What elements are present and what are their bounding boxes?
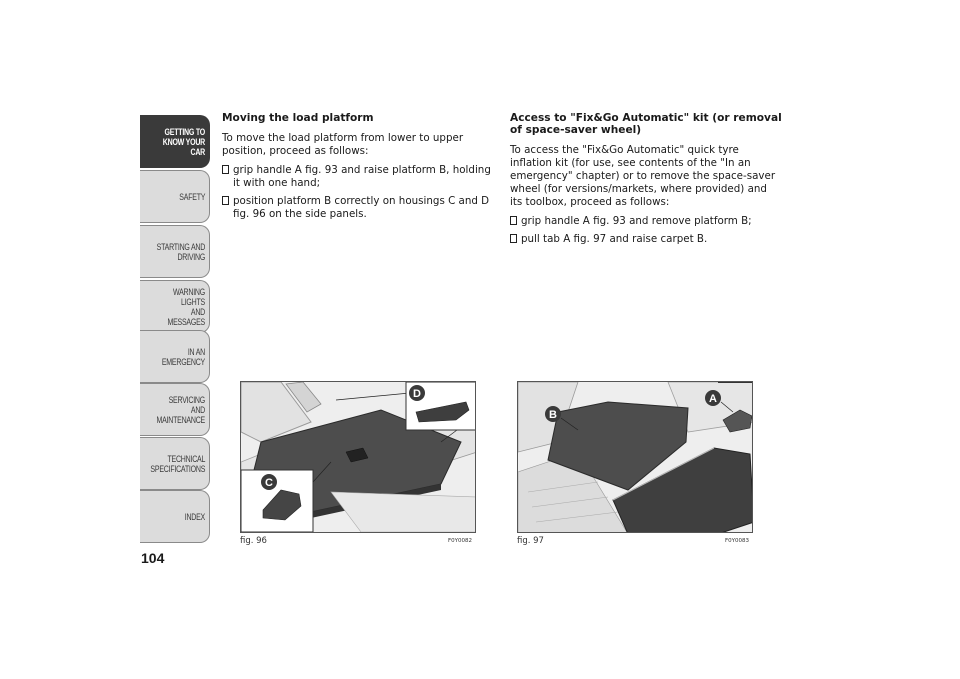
figure-code: F0Y0082 bbox=[448, 538, 473, 544]
figure-caption: fig. 97 bbox=[517, 536, 544, 546]
list-item-text: grip handle A fig. 93 and raise platform B, holding it with one hand; bbox=[233, 164, 491, 189]
callout-a: A bbox=[709, 393, 717, 405]
tab-label: IN AN EMERGENCY bbox=[161, 346, 205, 367]
checkbox-bullet-icon bbox=[222, 196, 229, 205]
tab-safety[interactable] bbox=[140, 170, 210, 223]
section-title: Moving the load platform bbox=[222, 112, 374, 124]
figure-96-illustration bbox=[240, 381, 476, 533]
tab-getting-to-know-your-car[interactable] bbox=[140, 115, 210, 168]
load-platform-illustration bbox=[241, 382, 476, 533]
figure-97-illustration bbox=[517, 381, 753, 533]
tab-label: WARNING LIGHTS AND MESSAGES bbox=[167, 286, 205, 327]
tab-label: GETTING TO KNOW YOUR CAR bbox=[162, 126, 205, 157]
section-intro: To access the "Fix&Go Automatic" quick tyre inflation kit (for use, see contents of the "In an emergency" chapter) or to remove the space-saver wheel (for versions/markets, where provided) and its toolbox, proceed as follows: bbox=[510, 144, 776, 208]
callout-c: C bbox=[265, 477, 273, 489]
tab-servicing-and-maintenance[interactable] bbox=[140, 383, 210, 436]
carpet-removal-illustration bbox=[518, 382, 753, 533]
list-item-text: grip handle A fig. 93 and remove platform B; bbox=[521, 215, 752, 227]
list-item bbox=[510, 233, 782, 246]
tab-index[interactable] bbox=[140, 490, 210, 543]
tab-warning-lights[interactable] bbox=[140, 280, 210, 333]
checkbox-bullet-icon bbox=[510, 216, 517, 225]
figure-code: F0Y0083 bbox=[725, 538, 750, 544]
tab-technical-specifications[interactable] bbox=[140, 437, 210, 490]
tab-label: SERVICING AND MAINTENANCE bbox=[156, 394, 205, 425]
callout-d: D bbox=[413, 388, 421, 400]
callout-b: B bbox=[549, 409, 557, 421]
section-access-fix-and-go bbox=[510, 112, 782, 251]
checkbox-bullet-icon bbox=[222, 165, 229, 174]
tab-label: SAFETY bbox=[179, 191, 205, 202]
tab-label: INDEX bbox=[184, 511, 205, 522]
section-title: Access to "Fix&Go Automatic" kit (or removal of space-saver wheel) bbox=[510, 112, 782, 136]
section-moving-load-platform bbox=[222, 112, 497, 226]
list-item bbox=[222, 195, 497, 221]
list-item-text: pull tab A fig. 97 and raise carpet B. bbox=[521, 233, 708, 245]
page-number: 104 bbox=[141, 550, 165, 566]
section-intro: To move the load platform from lower to upper position, proceed as follows: bbox=[222, 132, 464, 157]
figure-caption: fig. 96 bbox=[240, 536, 267, 546]
list-item-text: position platform B correctly on housings C and D fig. 96 on the side panels. bbox=[233, 195, 490, 220]
tab-label: STARTING AND DRIVING bbox=[156, 241, 205, 262]
tab-in-an-emergency[interactable] bbox=[140, 330, 210, 383]
tab-label: TECHNICAL SPECIFICATIONS bbox=[150, 453, 205, 474]
list-item bbox=[510, 215, 782, 228]
checkbox-bullet-icon bbox=[510, 234, 517, 243]
tab-starting-and-driving[interactable] bbox=[140, 225, 210, 278]
list-item bbox=[222, 164, 497, 190]
